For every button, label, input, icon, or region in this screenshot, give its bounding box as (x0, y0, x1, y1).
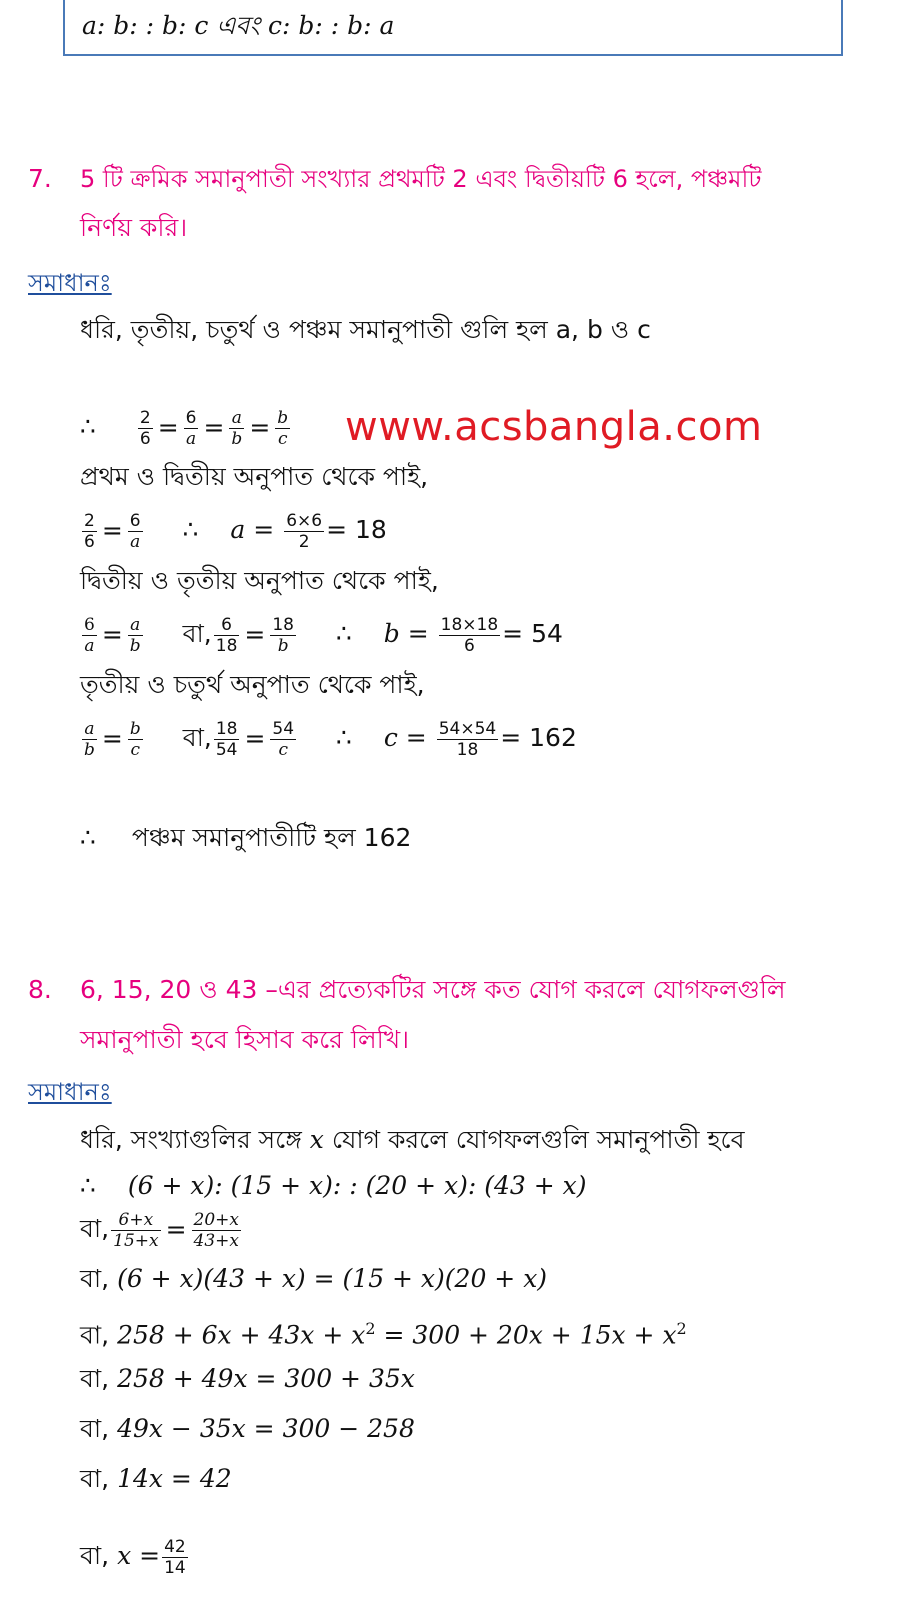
s7-conclusion: ∴ পঞ্চম সমানুপাতীটি হল 162 (80, 823, 412, 852)
result-b: = 54 (502, 619, 563, 648)
s7-chain: ∴ $\frac{2}{6}$ = $\frac{6}{a}$ = $\frac{a}{b}$ = $\frac{b}{c}$ (80, 407, 289, 449)
q8-number: 8. (28, 975, 52, 1004)
q7-line2: নির্ণয় করি। (80, 213, 188, 242)
s8-step2: বা, $258 + 6x + 43x + x^2 = 300 + 20x + 15x + x^2$ (80, 1319, 687, 1350)
s8-proportion: ∴ (6 + x): (15 + x): : (20 + x): (43 + x) (80, 1171, 587, 1200)
chain-frac-1: $\frac{2}{6}$ (139, 407, 151, 449)
q7-number: 7. (28, 164, 52, 193)
s7-intro: ধরি, তৃতীয়, চতুর্থ ও পঞ্চম সমানুপাতী গুলি হল a, b ও c (80, 315, 651, 344)
s8-step6: বা, x = $\frac{42}{14}$ (80, 1536, 186, 1578)
s7-eq-b: $\frac{6}{a}$ = $\frac{a}{b}$ বা, $\frac{6}{18}$ = $\frac{18}{b}$ ∴ b = $\frac{18\times 18}{6}$ = 54 (84, 614, 563, 656)
s8-intro: ধরি, সংখ্যাগুলির সঙ্গে x যোগ করলে যোগফলগুলি সমানুপাতী হবে (80, 1125, 745, 1154)
solution-label-2: সমাধানঃ (28, 1078, 112, 1106)
solution-label-1: সমাধানঃ (28, 269, 112, 297)
chain-frac-4: $\frac{b}{c}$ (277, 407, 289, 449)
s7-line-third-fourth: তৃতীয় ও চতুর্থ অনুপাত থেকে পাই, (80, 670, 425, 699)
chain-frac-2: $\frac{6}{a}$ (185, 407, 197, 449)
s8-step5: বা, 14x = 42 (80, 1464, 232, 1493)
s7-line-first-second: প্রথম ও দ্বিতীয় অনুপাত থেকে পাই, (80, 462, 429, 491)
watermark: www.acsbangla.com (345, 404, 763, 450)
s8-step4: বা, 49x − 35x = 300 − 258 (80, 1414, 415, 1443)
q8-line1: 6, 15, 20 ও 43 –এর প্রত্যেকটির সঙ্গে কত যোগ করলে যোগফলগুলি (80, 975, 786, 1004)
top-box-text: a: b: : b: c এবং c: b: : b: a (82, 11, 395, 40)
therefore-symbol: ∴ (80, 412, 96, 441)
s8-step3: বা, 258 + 49x = 300 + 35x (80, 1364, 415, 1393)
q7-line1: 5 টি ক্রমিক সমানুপাতী সংখ্যার প্রথমটি 2 এবং দ্বিতীয়টি 6 হলে, পঞ্চমটি (80, 165, 762, 193)
result-a: = 18 (326, 515, 387, 544)
s7-eq-a: $\frac{2}{6}$ = $\frac{6}{a}$ ∴ a = $\frac{6\times 6}{2}$ = 18 (84, 510, 387, 552)
q8-line2: সমানুপাতী হবে হিসাব করে লিখি। (80, 1025, 410, 1054)
chain-frac-3: $\frac{a}{b}$ (231, 407, 243, 449)
s8-step1: বা, (6 + x)(43 + x) = (15 + x)(20 + x) (80, 1264, 548, 1293)
s8-frac-eq: বা, $\frac{6+x}{15+x}$ = $\frac{20+x}{43+x}$ (80, 1209, 240, 1251)
s7-eq-c: $\frac{a}{b}$ = $\frac{b}{c}$ বা, $\frac{18}{54}$ = $\frac{54}{c}$ ∴ c = $\frac{54\times 54}{18}$ = 162 (84, 718, 577, 760)
s7-line-second-third: দ্বিতীয় ও তৃতীয় অনুপাত থেকে পাই, (80, 566, 439, 595)
result-c: = 162 (500, 723, 577, 752)
